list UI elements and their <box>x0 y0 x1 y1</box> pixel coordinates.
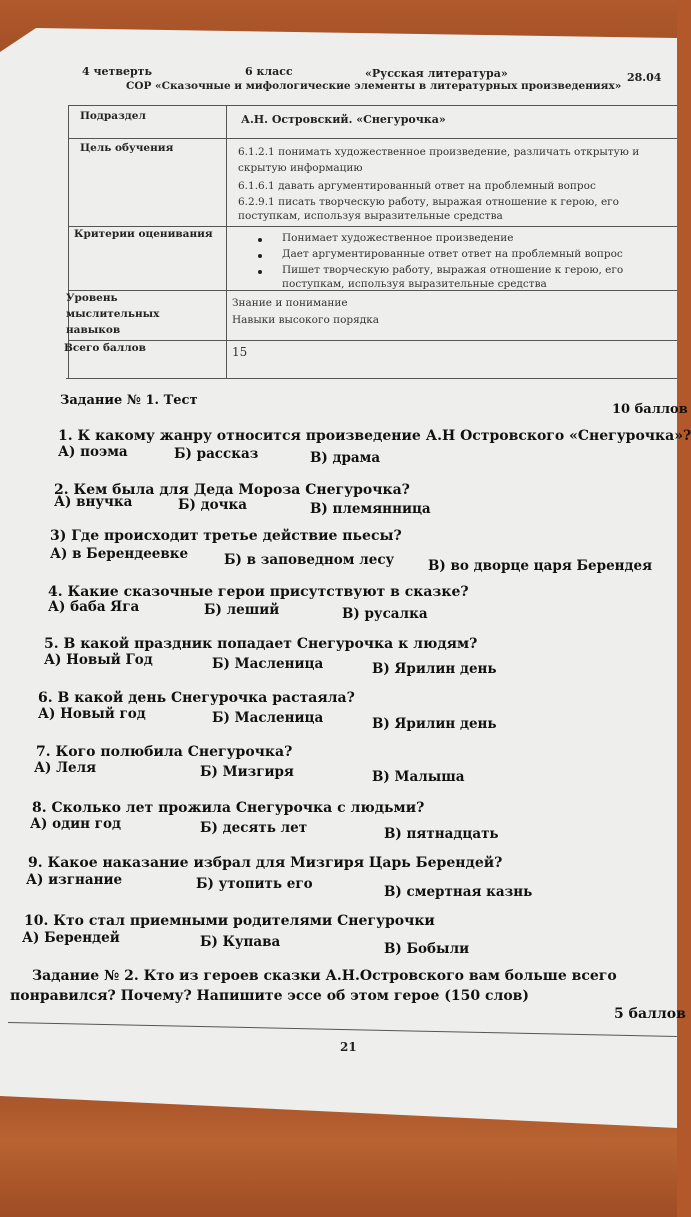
table-row-divider <box>68 340 677 341</box>
answer-b: Б) рассказ <box>174 446 259 462</box>
answer-c: В) драма <box>310 450 381 466</box>
answer-b: Б) леший <box>204 602 280 618</box>
level-label: Уровень <box>66 292 118 304</box>
table-border-bottom <box>66 378 677 379</box>
section-value: А.Н. Островский. «Снегурочка» <box>241 113 446 126</box>
page-number: 21 <box>340 1040 357 1054</box>
answer-a: А) баба Яга <box>48 599 140 615</box>
answer-c: В) пятнадцать <box>384 826 499 842</box>
goal-line: поступкам, используя выразительные средства <box>238 210 503 222</box>
goal-label: Цель обучения <box>80 142 174 154</box>
criteria-item: Понимает художественное произведение <box>282 232 514 244</box>
document-title: СОР «Сказочные и мифологические элементы в литературных произведениях» <box>126 80 622 92</box>
bullet-icon <box>258 238 262 242</box>
answer-a: А) один год <box>30 816 121 832</box>
goal-line: скрытую информацию <box>238 162 363 174</box>
answer-a: А) изгнание <box>26 872 123 888</box>
answer-c: В) русалка <box>342 606 428 622</box>
table-border-top <box>68 105 677 106</box>
criteria-label: Критерии оценивания <box>74 228 213 240</box>
answer-a: А) поэма <box>58 444 128 460</box>
answer-b: Б) Масленица <box>212 710 324 726</box>
answer-b: Б) Мизгиря <box>200 764 294 780</box>
answer-a: А) в Берендеевке <box>50 546 189 562</box>
answer-b: Б) дочка <box>178 497 248 513</box>
answer-c: В) смертная казнь <box>384 884 533 900</box>
answer-c: В) Бобыли <box>384 941 470 957</box>
answer-a: А) Новый год <box>38 706 146 722</box>
question-3: 3) Где происходит третье действие пьесы? <box>50 528 402 544</box>
answer-a: А) Новый Год <box>44 652 153 668</box>
question-6: 6. В какой день Снегурочка растаяла? <box>38 690 355 706</box>
level-value: Знание и понимание <box>232 297 348 309</box>
question-9: 9. Какое наказание избрал для Мизгиря Царь Берендей? <box>28 855 503 871</box>
question-10: 10. Кто стал приемными родителями Снегурочки <box>24 913 435 929</box>
table-row-divider <box>68 226 677 227</box>
question-8: 8. Сколько лет прожила Снегурочка с людьми? <box>32 800 425 816</box>
question-2: 2. Кем была для Деда Мороза Снегурочка? <box>54 482 410 498</box>
question-5: 5. В какой праздник попадает Снегурочка к людям? <box>44 636 478 652</box>
total-label: Всего баллов <box>64 342 146 354</box>
quarter-label: 4 четверть <box>82 65 152 78</box>
answer-c: В) во дворце царя Берендея <box>428 558 653 574</box>
answer-b: Б) в заповедном лесу <box>224 552 395 568</box>
task1-title: Задание № 1. Тест <box>60 393 198 408</box>
bullet-icon <box>258 270 262 274</box>
answer-a: А) внучка <box>54 494 133 510</box>
task2-line1: Задание № 2. Кто из героев сказки А.Н.Островского вам больше всего <box>32 968 617 984</box>
answer-a: А) Леля <box>34 760 97 776</box>
answer-c: В) Ярилин день <box>372 716 497 732</box>
criteria-item: Пишет творческую работу, выражая отношение к герою, его <box>282 264 624 276</box>
bullet-icon <box>258 254 262 258</box>
question-1: 1. К какому жанру относится произведение А.Н Островского «Снегурочка»? <box>58 428 691 444</box>
goal-line: 6.2.9.1 писать творческую работу, выражая отношение к герою, его <box>238 196 619 208</box>
level-label: мыслительных <box>66 308 160 320</box>
task2-points: 5 баллов <box>614 1006 686 1022</box>
total-value: 15 <box>232 345 248 359</box>
answer-c: В) Малыша <box>372 769 465 785</box>
question-4: 4. Какие сказочные герои присутствуют в сказке? <box>48 584 469 600</box>
answer-c: В) Ярилин день <box>372 661 497 677</box>
table-column-divider <box>226 105 227 378</box>
answer-b: Б) десять лет <box>200 820 308 836</box>
date-label: 28.04 <box>627 71 662 84</box>
question-7: 7. Кого полюбила Снегурочка? <box>36 744 293 760</box>
answer-a: А) Берендей <box>22 930 120 946</box>
paper-sheet <box>0 28 677 1130</box>
task2-line2: понравился? Почему? Напишите эссе об этом герое (150 слов) <box>10 988 530 1004</box>
task1-points: 10 баллов <box>612 402 688 417</box>
section-label: Подраздел <box>80 110 146 122</box>
answer-b: Б) утопить его <box>196 876 313 892</box>
answer-c: В) племянница <box>310 501 431 517</box>
level-value: Навыки высокого порядка <box>232 314 380 326</box>
level-label: навыков <box>66 324 121 336</box>
table-border-left <box>68 105 69 378</box>
answer-b: Б) Купава <box>200 934 281 950</box>
criteria-item-continued: поступкам, используя выразительные средства <box>282 278 547 290</box>
goal-line: 6.1.2.1 понимать художественное произведение, различать открытую и <box>238 146 640 158</box>
grade-label: 6 класс <box>245 65 293 78</box>
criteria-item: Дает аргументированные ответ ответ на проблемный вопрос <box>282 248 623 260</box>
answer-b: Б) Масленица <box>212 656 324 672</box>
goal-line: 6.1.6.1 давать аргументированный ответ на проблемный вопрос <box>238 180 596 192</box>
table-row-divider <box>68 138 677 139</box>
subject-label: «Русская литература» <box>365 67 508 80</box>
table-row-divider <box>68 290 677 291</box>
